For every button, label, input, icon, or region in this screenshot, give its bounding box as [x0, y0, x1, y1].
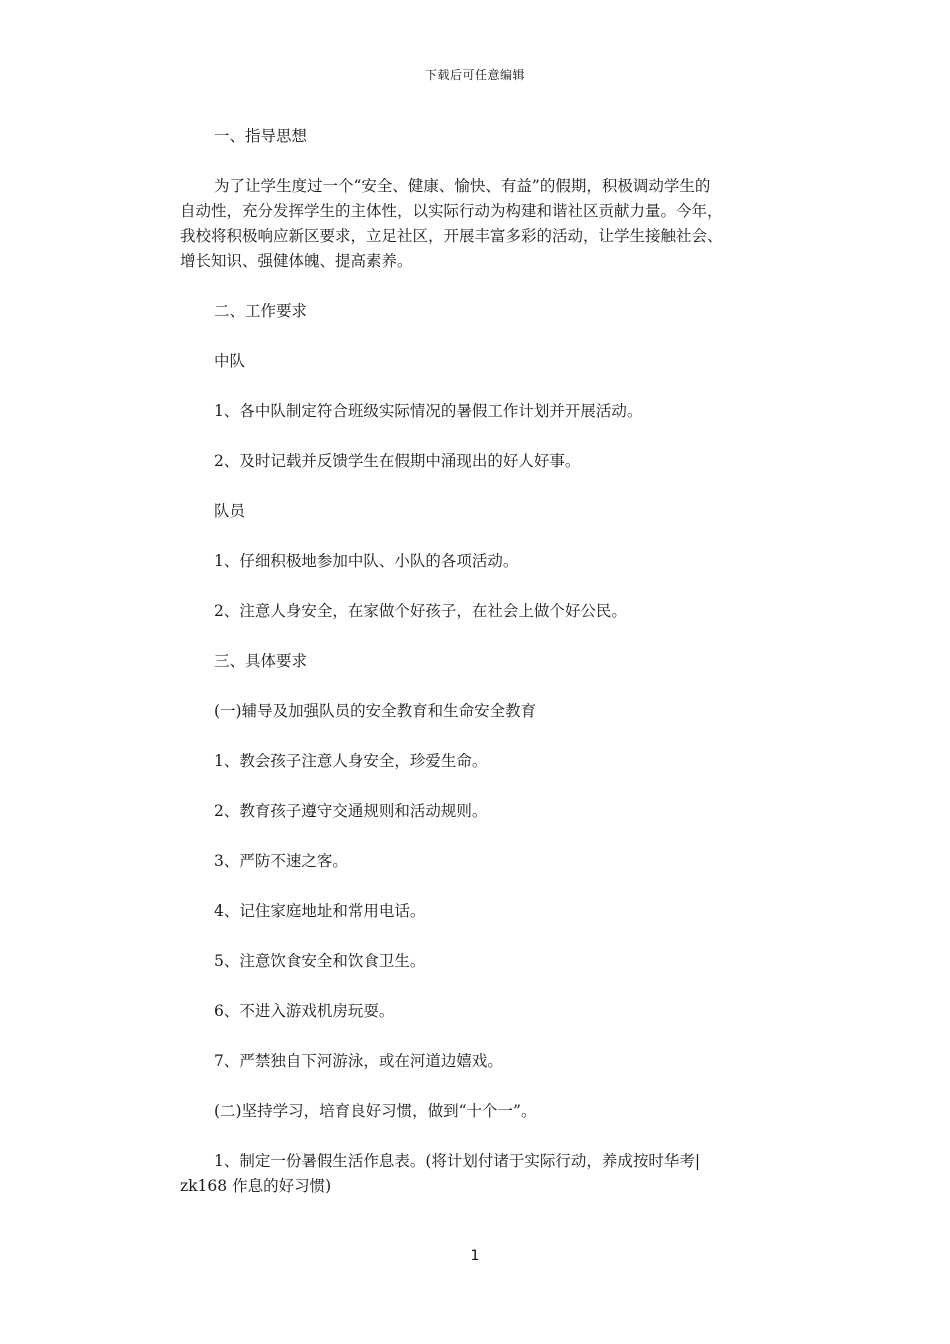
spacer	[180, 424, 772, 449]
page-number: 1	[470, 1248, 480, 1264]
spacer	[180, 374, 772, 399]
spacer	[180, 774, 772, 799]
list-item: 5、注意饮食安全和饮食卫生。	[214, 952, 426, 970]
spacer	[180, 274, 772, 299]
list-item: 1、各中队制定符合班级实际情况的暑假工作计划并开展活动。	[214, 402, 643, 420]
spacer	[180, 874, 772, 899]
spacer	[180, 1024, 772, 1049]
list-item: 6、不进入游戏机房玩耍。	[214, 1002, 395, 1020]
section-heading: 二、工作要求	[214, 302, 308, 320]
paragraph-line: 1、制定一份暑假生活作息表。(将计划付诸于实际行动，养成按时华考|	[214, 1152, 701, 1170]
list-item: 1、教会孩子注意人身安全，珍爱生命。	[214, 752, 488, 770]
spacer	[180, 824, 772, 849]
spacer	[180, 924, 772, 949]
paragraph-line: 增长知识、强健体魄、提高素养。	[180, 252, 413, 270]
spacer	[180, 149, 772, 174]
spacer	[180, 624, 772, 649]
section-heading: 三、具体要求	[214, 652, 308, 670]
spacer	[180, 974, 772, 999]
list-item: 2、教育孩子遵守交通规则和活动规则。	[214, 802, 488, 820]
list-item: 1、仔细积极地参加中队、小队的各项活动。	[214, 552, 519, 570]
list-item	[180, 1149, 772, 1199]
spacer	[180, 1074, 772, 1099]
spacer	[180, 724, 772, 749]
section-heading: 一、指导思想	[214, 127, 308, 145]
list-item: 3、严防不速之客。	[214, 852, 348, 870]
subsection-label: 队员	[214, 502, 246, 520]
paragraph-line: 为了让学生度过一个“安全、健康、愉快、有益”的假期，积极调动学生的	[214, 177, 711, 195]
paragraph-line: 自动性，充分发挥学生的主体性，以实际行动为构建和谐社区贡献力量。今年，	[180, 202, 723, 220]
subsection-heading: (二)坚持学习，培育良好习惯，做到“十个一”。	[214, 1102, 537, 1120]
subsection-label: 中队	[214, 352, 246, 370]
paragraph	[180, 174, 772, 274]
subsection-heading: (一)辅导及加强队员的安全教育和生命安全教育	[214, 702, 537, 720]
spacer	[180, 674, 772, 699]
list-item: 2、及时记载并反馈学生在假期中涌现出的好人好事。	[214, 452, 581, 470]
paragraph-line: zk168 作息的好习惯)	[180, 1177, 332, 1195]
page-header: 下载后可任意编辑	[424, 68, 525, 82]
spacer	[180, 574, 772, 599]
spacer	[180, 324, 772, 349]
list-item: 4、记住家庭地址和常用电话。	[214, 902, 426, 920]
document-body	[180, 124, 772, 1199]
paragraph-line: 我校将积极响应新区要求，立足社区，开展丰富多彩的活动，让学生接触社会、	[180, 227, 723, 245]
spacer	[180, 524, 772, 549]
list-item: 7、严禁独自下河游泳，或在河道边嬉戏。	[214, 1052, 503, 1070]
spacer	[180, 1124, 772, 1149]
list-item: 2、注意人身安全，在家做个好孩子，在社会上做个好公民。	[214, 602, 627, 620]
spacer	[180, 474, 772, 499]
